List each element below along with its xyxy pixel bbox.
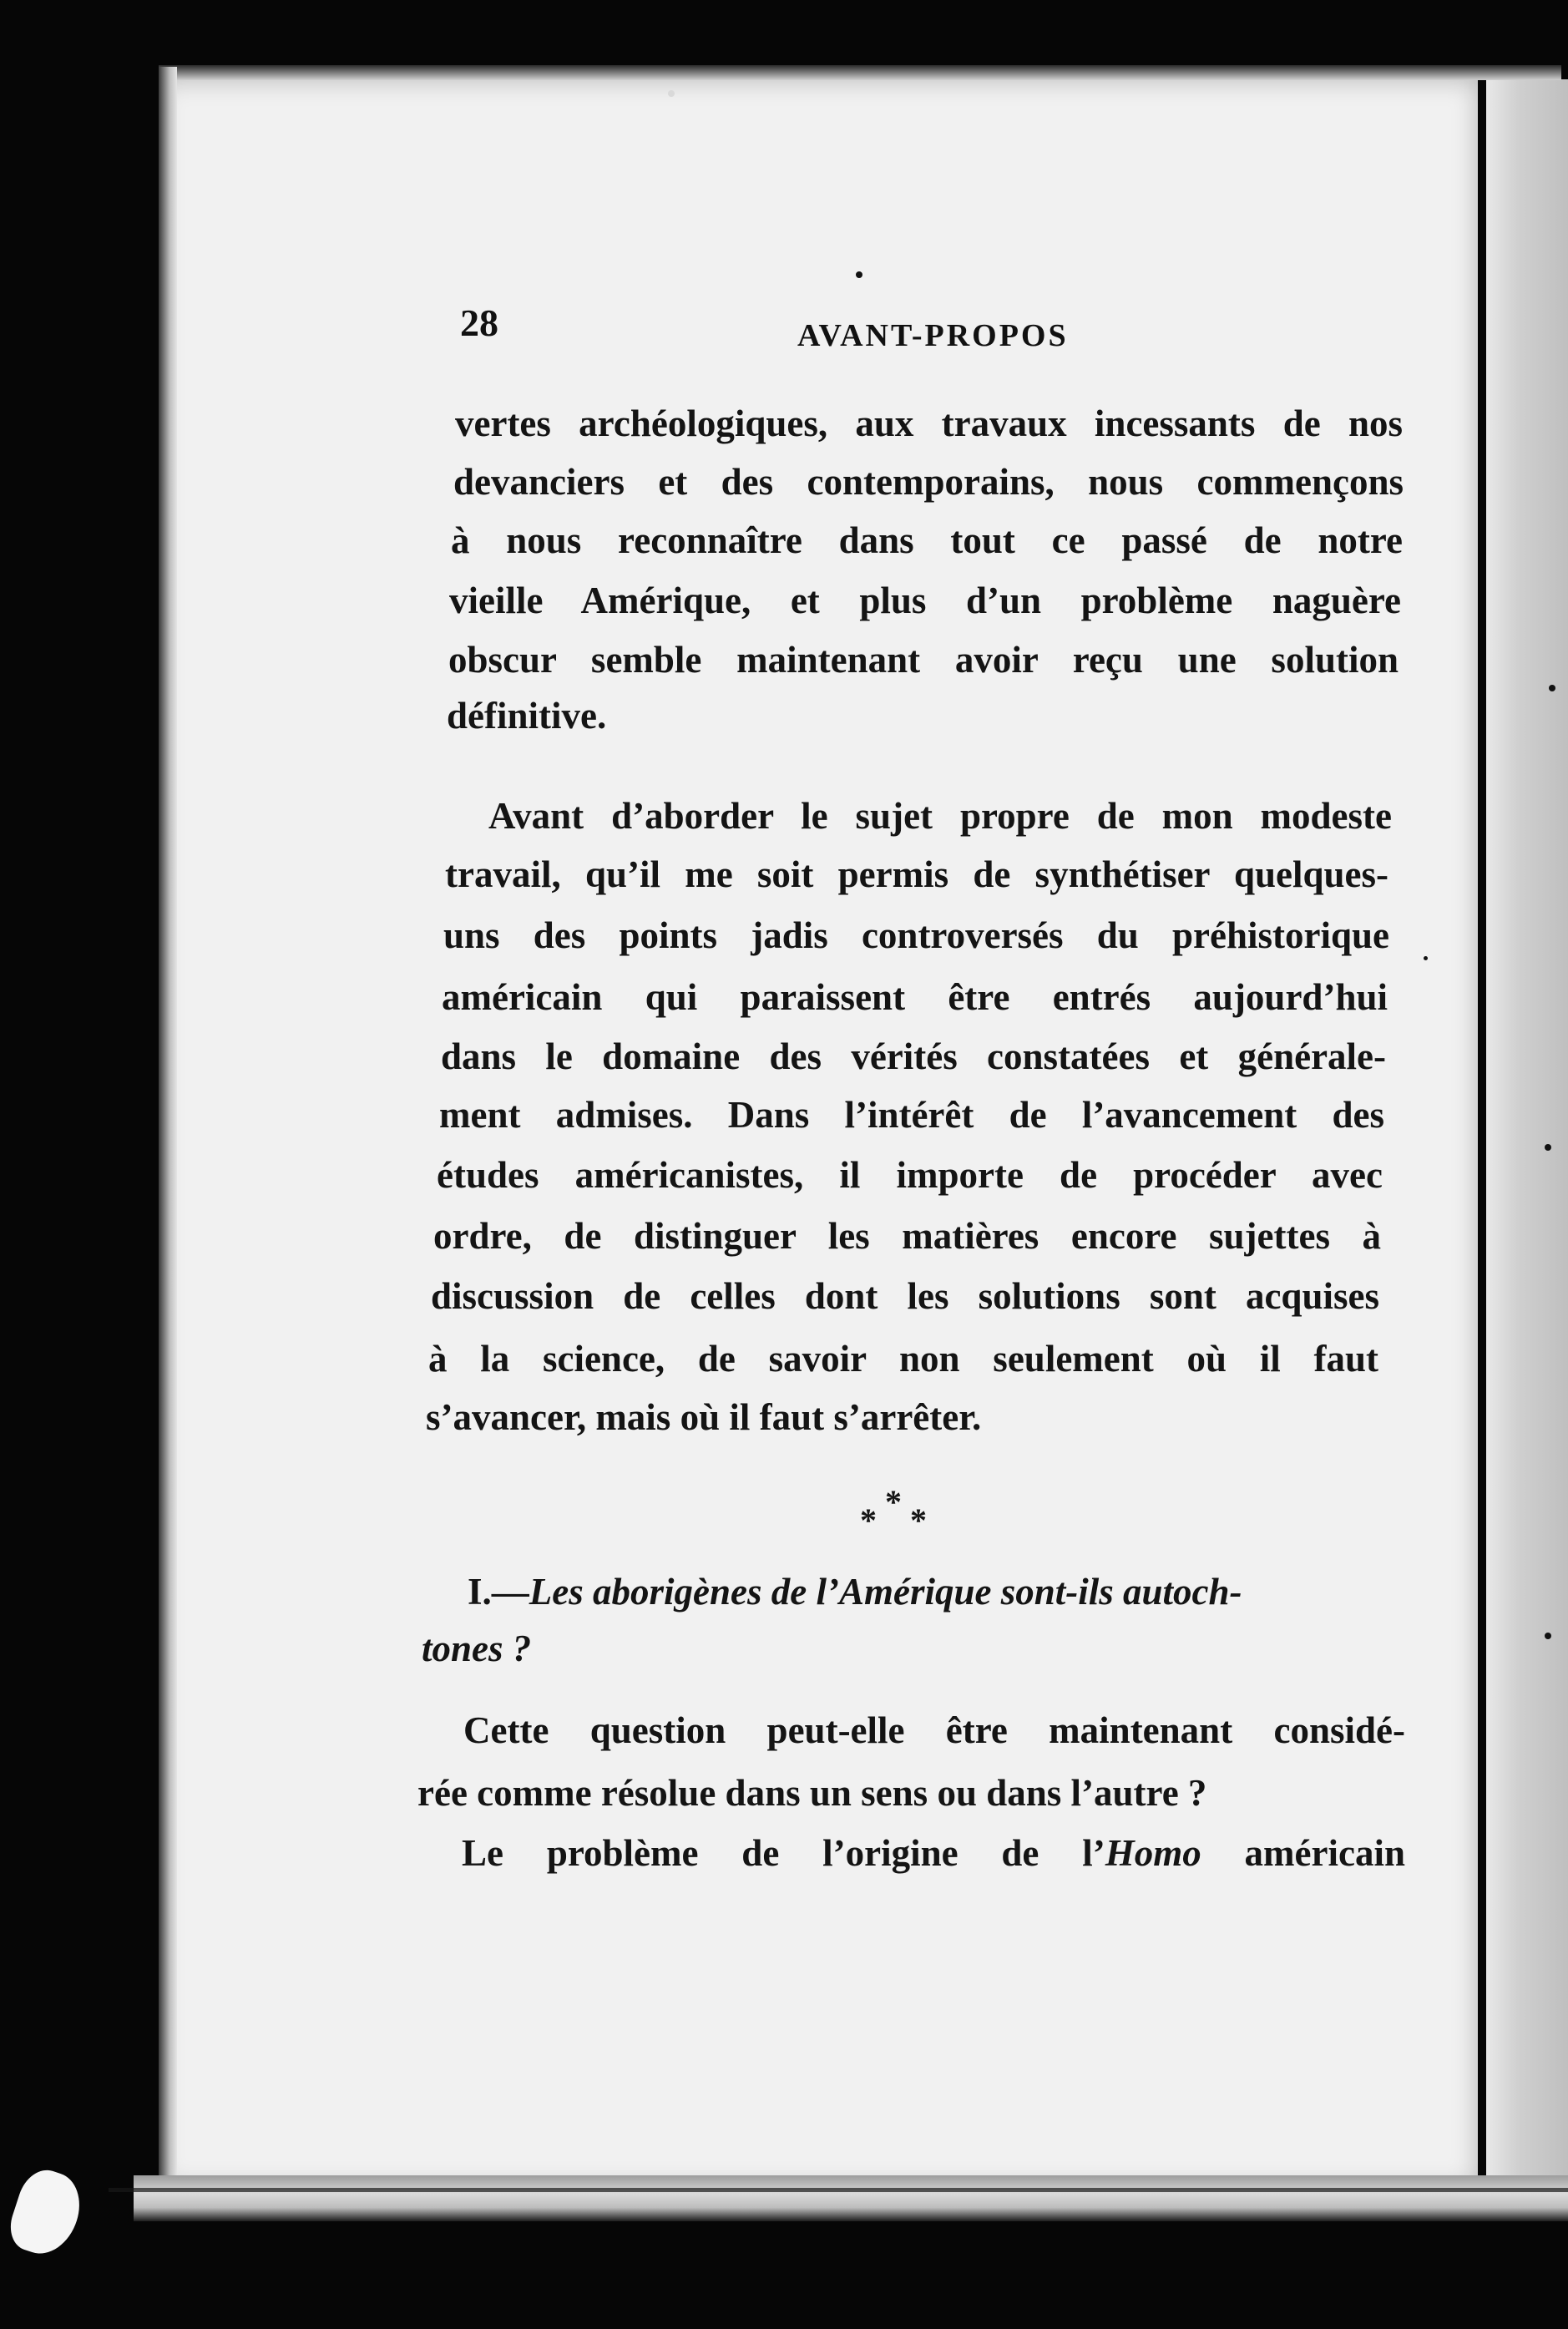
page-bottom-edge [134,2175,1568,2221]
page-header [447,301,1449,359]
paragraph1-line: vieille Amérique, et plus d’un problème naguère [449,580,1401,621]
paragraph2-line: s’avancer, mais où il faut s’arrêter. [426,1396,982,1438]
section-separator [860,1482,935,1539]
section-heading-line1 [468,1570,1242,1613]
paragraph1-line: vertes archéologiques, aux travaux incessants de nos [455,403,1403,444]
paragraph2-line: à la science, de savoir non seulement où il faut [428,1338,1378,1380]
paragraph2-line: uns des points jadis controversés du préhistorique [443,914,1389,956]
paragraph1-line: définitive. [447,695,607,737]
paragraph3-line: rée comme résolue dans un sens ou dans l’autre ? [417,1772,1207,1814]
paragraph2-line: ordre, de distinguer les matières encore sujettes à [433,1215,1381,1257]
section-title: Les aborigènes de l’Amérique sont-ils autoch- [529,1571,1242,1613]
paragraph1-line: devanciers et des contemporains, nous commençons [453,461,1404,503]
separator-star: * [860,1501,877,1539]
page-left-edge [159,67,177,2196]
page-top-edge [159,65,1561,80]
section-dash: — [491,1571,529,1613]
page-number: 28 [460,301,498,344]
paragraph4-text-end: américain [1201,1832,1405,1874]
paragraph1-line: obscur semble maintenant avoir reçu une solution [448,639,1399,681]
separator-star: * [910,1501,927,1539]
paragraph2-line: travail, qu’il me soit permis de synthétiser quelques- [445,853,1388,895]
page-right-shadow [1486,79,1568,2184]
section-heading-line2: tones ? [422,1628,532,1669]
section-number: I. [468,1571,492,1613]
paragraph2-line: dans le domaine des vérités constatées et générale- [441,1035,1386,1077]
paragraph2-line: ment admises. Dans l’intérêt de l’avancement des [439,1094,1384,1136]
paragraph2-line: discussion de celles dont les solutions sont acquises [431,1275,1379,1317]
running-head: AVANT-PROPOS [797,318,1069,353]
page-bottom-line [109,2188,1568,2192]
paragraph2-line: Avant d’aborder le sujet propre de mon modeste [488,795,1392,837]
paragraph3-line: Cette question peut-elle être maintenant considé- [463,1709,1405,1751]
paragraph4-text: Le problème de l’origine de l’ [462,1832,1105,1874]
paragraph4-italic: Homo [1105,1832,1201,1874]
paragraph1-line: à nous reconnaître dans tout ce passé de notre [451,519,1403,561]
paragraph2-line: études américanistes, il importe de procéder avec [437,1154,1383,1196]
paragraph2-line: américain qui paraissent être entrés aujourd’hui [442,976,1388,1018]
separator-star: * [885,1483,902,1521]
paragraph4-line [462,1832,1405,1874]
